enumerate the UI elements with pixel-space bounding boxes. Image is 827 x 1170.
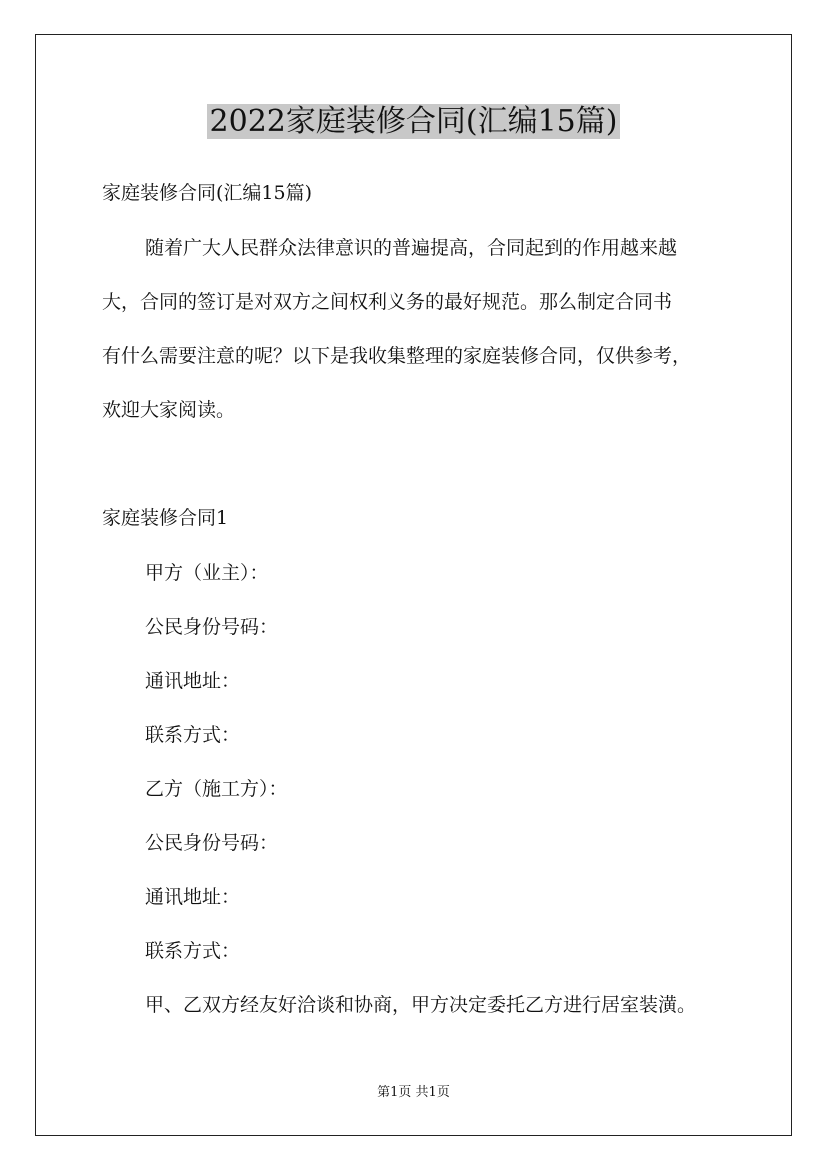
agreement-line: 甲、乙双方经友好洽谈和协商，甲方决定委托乙方进行居室装潢。 [145, 994, 697, 1016]
party-a-address-label: 通讯地址： [145, 670, 241, 692]
party-a-label: 甲方（业主）： [145, 562, 269, 584]
party-a-contact-label: 联系方式： [145, 724, 241, 746]
page-footer: 第1页 共1页 [377, 1085, 450, 1100]
party-b-contact-label: 联系方式： [145, 940, 241, 962]
document-title [0, 103, 827, 141]
party-b-label: 乙方（施工方）： [145, 778, 288, 800]
intro-line-1: 随着广大人民群众法律意识的普遍提高，合同起到的作用越来越 [145, 237, 678, 259]
document-title-text: 2022家庭装修合同(汇编15篇) [207, 104, 621, 139]
document-subtitle: 家庭装修合同(汇编15篇) [102, 182, 313, 204]
intro-line-2: 大，合同的签订是对双方之间权利义务的最好规范。那么制定合同书 [102, 291, 673, 313]
intro-line-3: 有什么需要注意的呢？以下是我收集整理的家庭装修合同，仅供参考， [102, 345, 692, 367]
party-b-address-label: 通讯地址： [145, 886, 241, 908]
section-heading: 家庭装修合同1 [102, 507, 229, 529]
party-b-id-label: 公民身份号码： [145, 832, 279, 854]
party-a-id-label: 公民身份号码： [145, 616, 279, 638]
intro-line-4: 欢迎大家阅读。 [102, 399, 236, 421]
